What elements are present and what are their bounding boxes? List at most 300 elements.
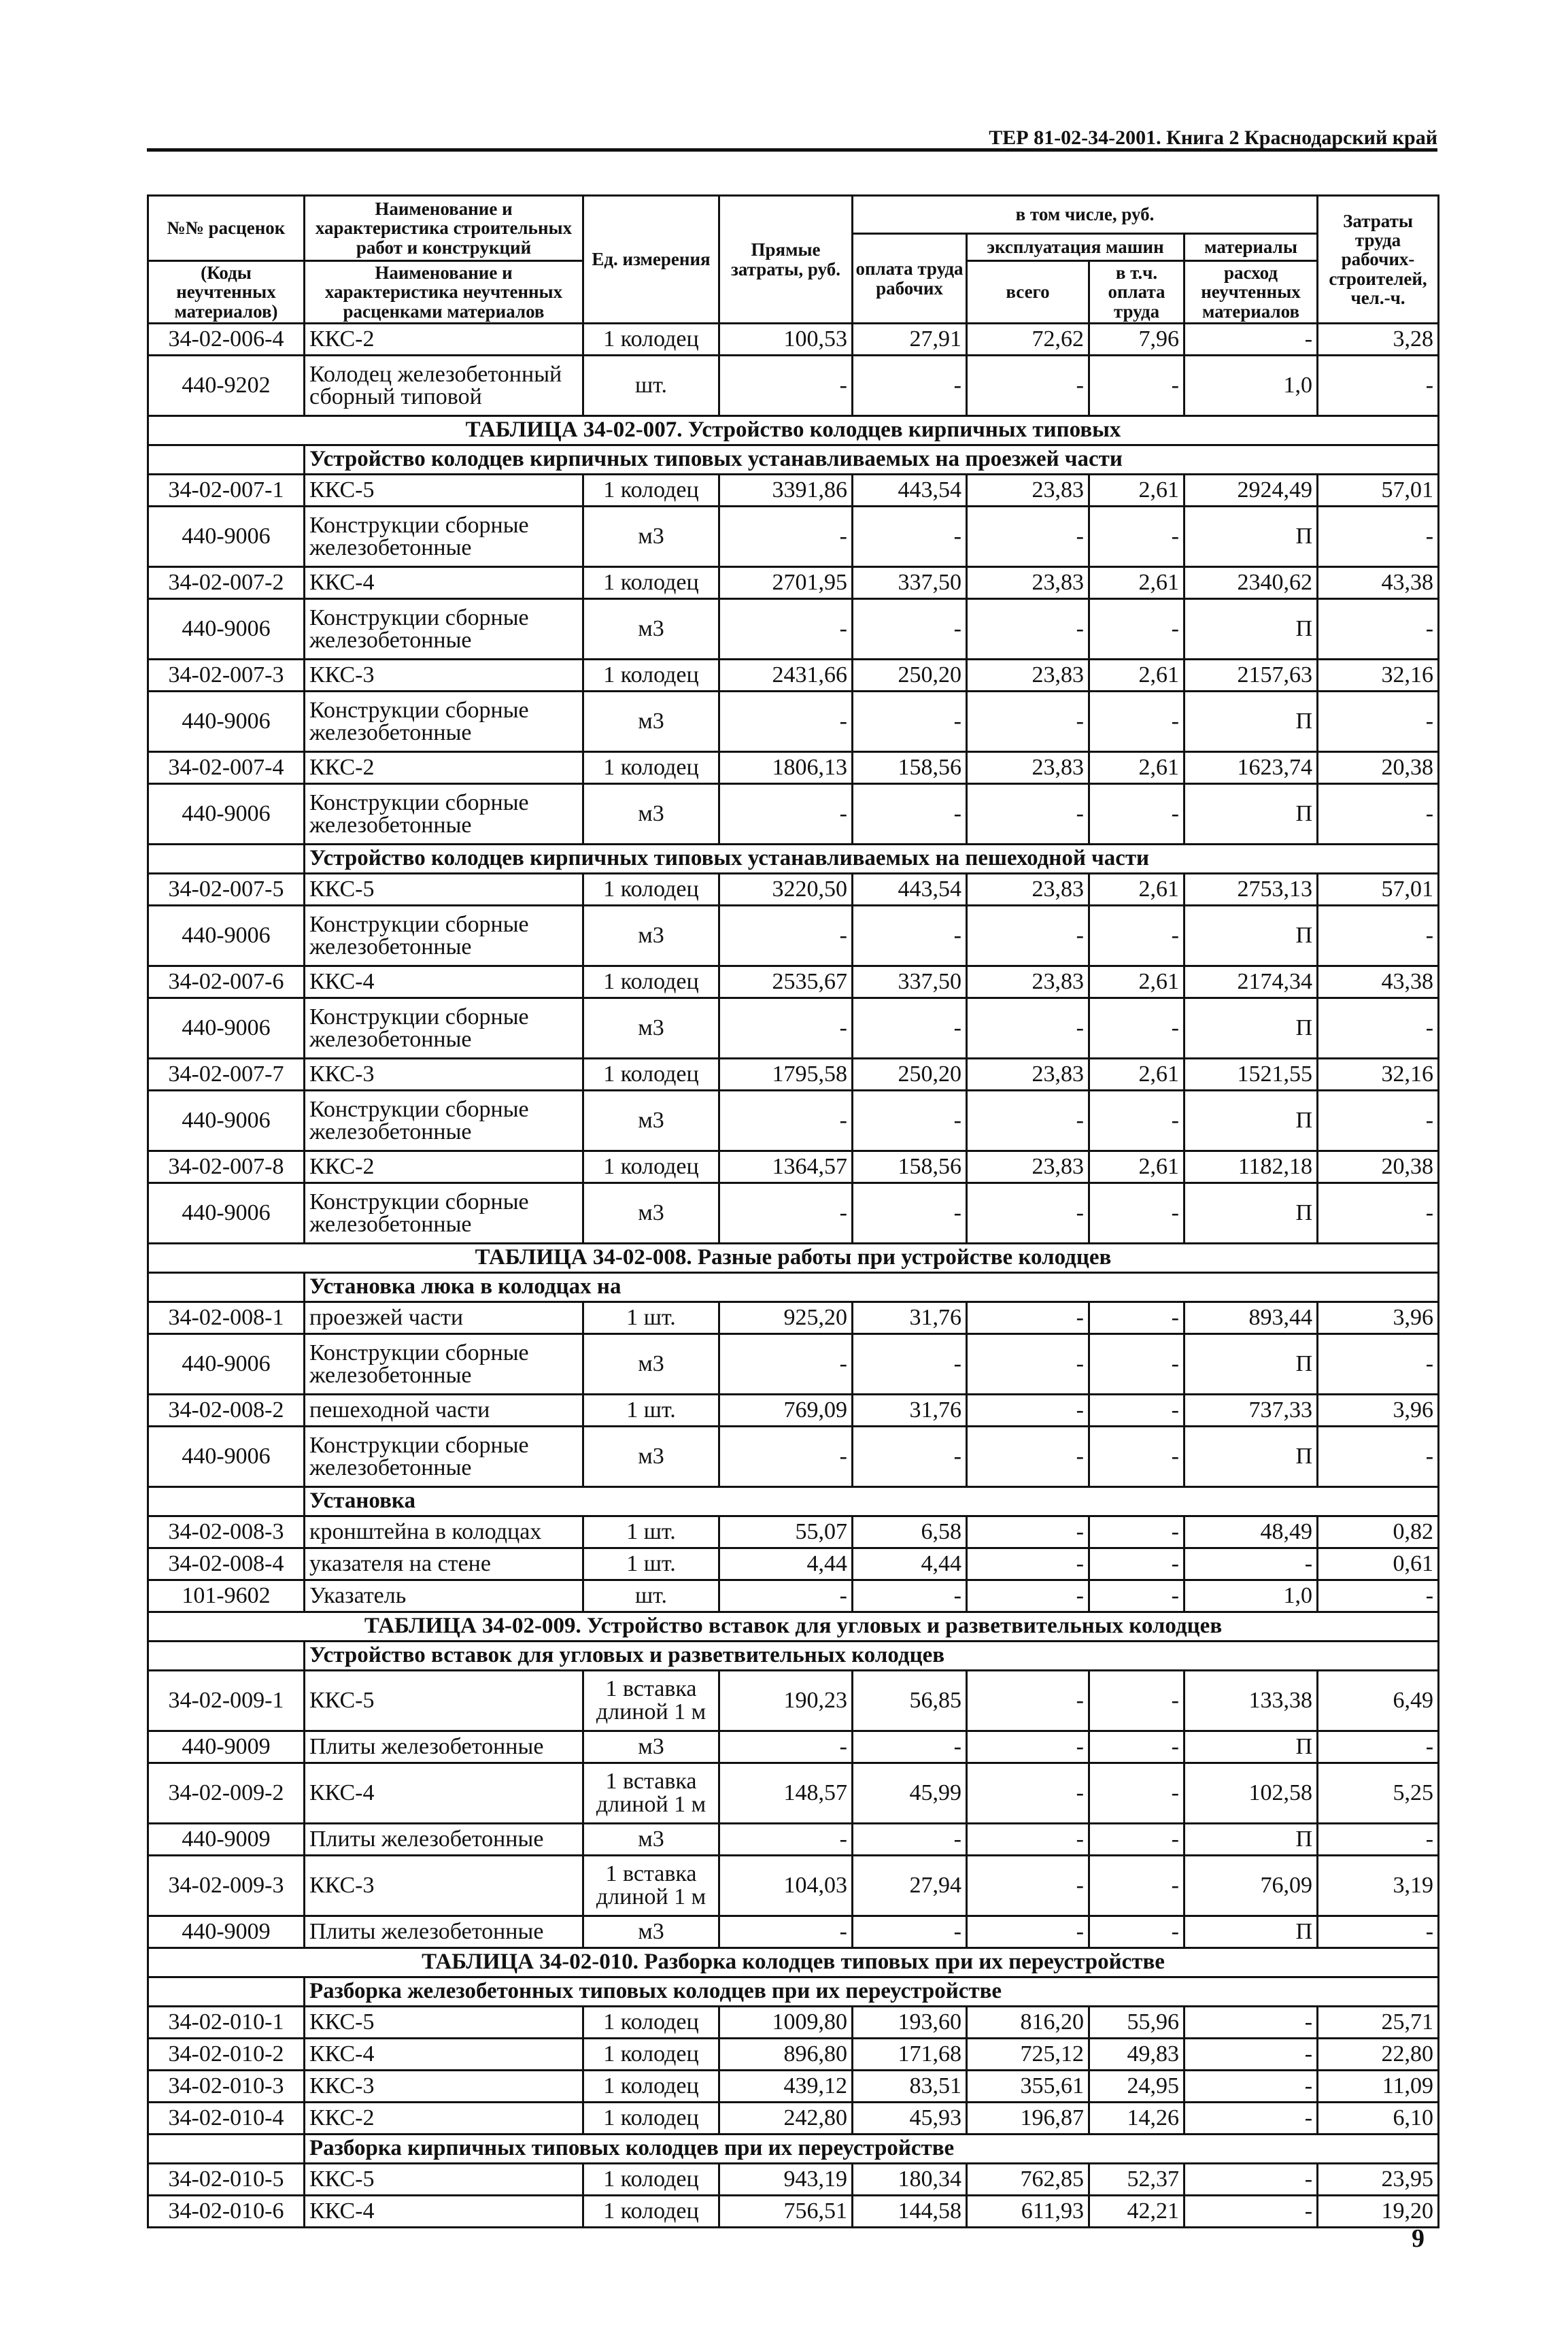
row-direct-cost: 4,44 (719, 1548, 853, 1580)
row-labor-pay: 27,94 (853, 1856, 967, 1916)
row-name: Указатель (305, 1580, 583, 1612)
row-name: ККС-4 (305, 2039, 583, 2071)
row-machine-pay: - (1089, 906, 1184, 966)
subtitle-spacer (148, 1273, 305, 1302)
row-machine-cost: 355,61 (967, 2071, 1089, 2103)
row-name: ККС-4 (305, 2196, 583, 2228)
row-labor-pay: 45,93 (853, 2103, 967, 2135)
row-machine-cost: - (967, 1856, 1089, 1916)
row-machine-cost: 725,12 (967, 2039, 1089, 2071)
row-materials: 133,38 (1184, 1671, 1318, 1731)
row-materials: 1,0 (1184, 1580, 1318, 1612)
table-row (148, 2071, 1439, 2103)
row-machine-pay: 2,61 (1089, 660, 1184, 692)
col-name-header: Наименование и характеристика строительных работ и конструкций (305, 196, 583, 261)
row-unit: 1 шт. (583, 1548, 719, 1580)
row-labor-hours: 3,96 (1318, 1395, 1439, 1427)
col-mat-sub-header: расход неучтенных материалов (1184, 261, 1318, 324)
table-title-row (148, 1244, 1439, 1273)
row-code: 34-02-010-2 (148, 2039, 305, 2071)
row-direct-cost: 148,57 (719, 1763, 853, 1824)
row-labor-pay: - (853, 692, 967, 752)
row-code: 34-02-009-1 (148, 1671, 305, 1731)
row-code: 440-9006 (148, 1183, 305, 1244)
row-unit: 1 шт. (583, 1395, 719, 1427)
row-direct-cost: - (719, 356, 853, 416)
table-row (148, 475, 1439, 507)
row-direct-cost: - (719, 1334, 853, 1395)
row-labor-hours: 25,71 (1318, 2007, 1439, 2039)
row-name: кронштейна в колодцах (305, 1516, 583, 1548)
row-labor-hours: - (1318, 784, 1439, 845)
row-machine-cost: - (967, 1334, 1089, 1395)
row-direct-cost: 242,80 (719, 2103, 853, 2135)
col-code-subheader: (Коды неучтенных материалов) (148, 261, 305, 324)
row-materials: П (1184, 998, 1318, 1059)
row-unit: 1 вставка длиной 1 м (583, 1856, 719, 1916)
row-labor-pay: - (853, 507, 967, 567)
row-materials: - (1184, 1548, 1318, 1580)
subtitle: Установка люка в колодцах на (305, 1273, 1439, 1302)
row-name: Конструкции сборные железобетонные (305, 784, 583, 845)
row-code: 34-02-007-1 (148, 475, 305, 507)
row-labor-pay: 158,56 (853, 752, 967, 784)
row-code: 34-02-009-2 (148, 1763, 305, 1824)
row-labor-hours: - (1318, 906, 1439, 966)
row-materials: П (1184, 692, 1318, 752)
rates-table (147, 194, 1439, 2228)
row-labor-pay: 31,76 (853, 1395, 967, 1427)
row-direct-cost: 943,19 (719, 2164, 853, 2196)
row-code: 34-02-008-1 (148, 1302, 305, 1334)
row-labor-pay: 144,58 (853, 2196, 967, 2228)
row-labor-hours: - (1318, 1334, 1439, 1395)
row-machine-pay: - (1089, 507, 1184, 567)
row-materials: 2157,63 (1184, 660, 1318, 692)
row-code: 440-9006 (148, 507, 305, 567)
page-number: 9 (1412, 2224, 1425, 2253)
row-direct-cost: - (719, 906, 853, 966)
row-name: ККС-4 (305, 1763, 583, 1824)
row-code: 34-02-010-4 (148, 2103, 305, 2135)
row-machine-cost: - (967, 1580, 1089, 1612)
row-name: ККС-5 (305, 874, 583, 906)
row-unit: 1 колодец (583, 2071, 719, 2103)
row-labor-pay: 337,50 (853, 966, 967, 998)
row-materials: П (1184, 1334, 1318, 1395)
table-title-row (148, 416, 1439, 445)
row-unit: м3 (583, 507, 719, 567)
table-row (148, 1516, 1439, 1548)
row-machine-cost: 23,83 (967, 874, 1089, 906)
row-name: ККС-4 (305, 966, 583, 998)
row-direct-cost: - (719, 784, 853, 845)
row-machine-pay: - (1089, 1427, 1184, 1487)
row-unit: м3 (583, 1731, 719, 1763)
row-code: 34-02-009-3 (148, 1856, 305, 1916)
row-code: 34-02-007-4 (148, 752, 305, 784)
row-name: ККС-5 (305, 1671, 583, 1731)
row-unit: 1 колодец (583, 874, 719, 906)
row-code: 440-9009 (148, 1824, 305, 1856)
table-row (148, 356, 1439, 416)
row-machine-pay: - (1089, 1671, 1184, 1731)
row-code: 34-02-007-5 (148, 874, 305, 906)
row-direct-cost: - (719, 1183, 853, 1244)
table-title: ТАБЛИЦА 34-02-009. Устройство вставок для угловых и разветвительных колодцев (148, 1612, 1439, 1642)
row-materials: - (1184, 2196, 1318, 2228)
row-labor-hours: 6,49 (1318, 1671, 1439, 1731)
row-code: 440-9006 (148, 906, 305, 966)
row-machine-pay: - (1089, 1916, 1184, 1948)
row-materials: - (1184, 2007, 1318, 2039)
row-unit: м3 (583, 1091, 719, 1151)
row-labor-pay: 337,50 (853, 567, 967, 599)
col-incl-header: в том числе, руб. (853, 196, 1318, 234)
row-code: 440-9202 (148, 356, 305, 416)
row-machine-cost: 23,83 (967, 752, 1089, 784)
row-direct-cost: 2701,95 (719, 567, 853, 599)
table-row (148, 966, 1439, 998)
row-unit: 1 шт. (583, 1516, 719, 1548)
subtitle: Разборка железобетонных типовых колодцев при их переустройстве (305, 1977, 1439, 2007)
row-labor-pay: 171,68 (853, 2039, 967, 2071)
row-machine-cost: 23,83 (967, 1059, 1089, 1091)
row-labor-hours: - (1318, 998, 1439, 1059)
row-code: 101-9602 (148, 1580, 305, 1612)
row-machine-pay: - (1089, 1302, 1184, 1334)
row-name: Конструкции сборные железобетонные (305, 1427, 583, 1487)
row-machine-cost: 816,20 (967, 2007, 1089, 2039)
row-labor-pay: - (853, 1183, 967, 1244)
row-machine-cost: - (967, 1548, 1089, 1580)
row-machine-cost: - (967, 1516, 1089, 1548)
table-title: ТАБЛИЦА 34-02-010. Разборка колодцев типовых при их переустройстве (148, 1948, 1439, 1977)
row-machine-cost: 23,83 (967, 475, 1089, 507)
col-mat-header: материалы (1184, 234, 1318, 261)
row-code: 34-02-007-8 (148, 1151, 305, 1183)
row-machine-cost: - (967, 1916, 1089, 1948)
row-code: 34-02-007-3 (148, 660, 305, 692)
row-direct-cost: 104,03 (719, 1856, 853, 1916)
row-labor-hours: 3,19 (1318, 1856, 1439, 1916)
row-labor-hours: - (1318, 1824, 1439, 1856)
subtitle: Устройство колодцев кирпичных типовых устанавливаемых на проезжей части (305, 445, 1439, 475)
row-machine-pay: - (1089, 1516, 1184, 1548)
row-machine-pay: 7,96 (1089, 324, 1184, 356)
row-machine-cost: 611,93 (967, 2196, 1089, 2228)
row-code: 34-02-010-6 (148, 2196, 305, 2228)
row-name: Конструкции сборные железобетонные (305, 599, 583, 660)
subtitle-row (148, 2135, 1439, 2164)
row-direct-cost: 1364,57 (719, 1151, 853, 1183)
row-materials: - (1184, 2039, 1318, 2071)
table-row (148, 1151, 1439, 1183)
row-labor-hours: - (1318, 1916, 1439, 1948)
row-machine-cost: - (967, 1302, 1089, 1334)
row-name: проезжей части (305, 1302, 583, 1334)
row-labor-pay: - (853, 1916, 967, 1948)
row-code: 34-02-010-3 (148, 2071, 305, 2103)
row-unit: 1 колодец (583, 2103, 719, 2135)
row-labor-pay: - (853, 1580, 967, 1612)
row-direct-cost: 896,80 (719, 2039, 853, 2071)
row-direct-cost: 1009,80 (719, 2007, 853, 2039)
row-unit: 1 колодец (583, 2164, 719, 2196)
row-name: Конструкции сборные железобетонные (305, 906, 583, 966)
row-unit: 1 колодец (583, 2007, 719, 2039)
row-machine-pay: 2,61 (1089, 874, 1184, 906)
row-code: 34-02-008-2 (148, 1395, 305, 1427)
table-row (148, 1824, 1439, 1856)
page-header-title: ТЕР 81-02-34-2001. Книга 2 Краснодарский край (989, 126, 1437, 149)
row-name: ККС-3 (305, 1059, 583, 1091)
subtitle: Устройство вставок для угловых и разветвительных колодцев (305, 1642, 1439, 1671)
row-unit: 1 колодец (583, 1059, 719, 1091)
row-labor-pay: 193,60 (853, 2007, 967, 2039)
row-name: указателя на стене (305, 1548, 583, 1580)
table-row (148, 784, 1439, 845)
row-machine-pay: - (1089, 1731, 1184, 1763)
col-mach-all-header: всего (967, 261, 1089, 324)
row-materials: 893,44 (1184, 1302, 1318, 1334)
col-name-subheader: Наименование и характеристика неучтенных расценками материалов (305, 261, 583, 324)
table-row (148, 874, 1439, 906)
table-row (148, 1580, 1439, 1612)
row-labor-pay: 56,85 (853, 1671, 967, 1731)
row-labor-hours: 57,01 (1318, 874, 1439, 906)
row-materials: 2924,49 (1184, 475, 1318, 507)
row-name: ККС-4 (305, 567, 583, 599)
subtitle-spacer (148, 445, 305, 475)
row-name: Конструкции сборные железобетонные (305, 998, 583, 1059)
row-direct-cost: - (719, 998, 853, 1059)
row-direct-cost: - (719, 1427, 853, 1487)
row-direct-cost: - (719, 507, 853, 567)
col-unit-header: Ед. измерения (583, 196, 719, 324)
row-materials: - (1184, 2164, 1318, 2196)
subtitle: Установка (305, 1487, 1439, 1516)
row-unit: 1 шт. (583, 1302, 719, 1334)
row-direct-cost: - (719, 1580, 853, 1612)
table-body (148, 324, 1439, 2228)
table-row (148, 1059, 1439, 1091)
table-row (148, 998, 1439, 1059)
row-labor-pay: 443,54 (853, 475, 967, 507)
row-name: Плиты железобетонные (305, 1916, 583, 1948)
row-labor-hours: 3,28 (1318, 324, 1439, 356)
row-machine-cost: - (967, 1183, 1089, 1244)
row-name: Конструкции сборные железобетонные (305, 1334, 583, 1395)
row-unit: м3 (583, 1916, 719, 1948)
row-materials: 1,0 (1184, 356, 1318, 416)
row-materials: - (1184, 324, 1318, 356)
table-row (148, 2103, 1439, 2135)
table-row (148, 599, 1439, 660)
col-labor-header: Затраты труда рабочих-строителей, чел.-ч. (1318, 196, 1439, 324)
subtitle-spacer (148, 845, 305, 874)
row-code: 440-9006 (148, 784, 305, 845)
row-labor-hours: 11,09 (1318, 2071, 1439, 2103)
row-machine-pay: 14,26 (1089, 2103, 1184, 2135)
row-machine-pay: 24,95 (1089, 2071, 1184, 2103)
row-direct-cost: 439,12 (719, 2071, 853, 2103)
row-name: ККС-3 (305, 2071, 583, 2103)
table-row (148, 507, 1439, 567)
row-direct-cost: - (719, 599, 853, 660)
row-labor-hours: - (1318, 1731, 1439, 1763)
table-row (148, 752, 1439, 784)
row-direct-cost: - (719, 1091, 853, 1151)
row-machine-cost: - (967, 1395, 1089, 1427)
row-machine-pay: - (1089, 356, 1184, 416)
row-machine-pay: - (1089, 1580, 1184, 1612)
row-labor-pay: 250,20 (853, 1059, 967, 1091)
row-name: ККС-2 (305, 324, 583, 356)
row-machine-pay: - (1089, 1091, 1184, 1151)
row-unit: 1 колодец (583, 324, 719, 356)
col-code-header: №№ расценок (148, 196, 305, 261)
row-machine-pay: - (1089, 1856, 1184, 1916)
row-materials: П (1184, 1916, 1318, 1948)
row-machine-pay: - (1089, 1183, 1184, 1244)
row-code: 440-9006 (148, 1091, 305, 1151)
row-unit: 1 вставка длиной 1 м (583, 1671, 719, 1731)
row-name: ККС-5 (305, 475, 583, 507)
row-direct-cost: - (719, 1824, 853, 1856)
row-materials: 737,33 (1184, 1395, 1318, 1427)
row-machine-pay: 2,61 (1089, 475, 1184, 507)
row-labor-hours: 19,20 (1318, 2196, 1439, 2228)
row-name: ККС-3 (305, 660, 583, 692)
table-row (148, 1856, 1439, 1916)
row-materials: 76,09 (1184, 1856, 1318, 1916)
row-machine-pay: 2,61 (1089, 1059, 1184, 1091)
row-unit: м3 (583, 906, 719, 966)
row-materials: П (1184, 599, 1318, 660)
row-labor-hours: - (1318, 1427, 1439, 1487)
subtitle-row (148, 1487, 1439, 1516)
row-direct-cost: 2431,66 (719, 660, 853, 692)
row-labor-pay: - (853, 1091, 967, 1151)
row-machine-cost: - (967, 692, 1089, 752)
table-row (148, 1671, 1439, 1731)
row-labor-pay: 443,54 (853, 874, 967, 906)
row-code: 440-9006 (148, 599, 305, 660)
col-direct-header: Прямые затраты, руб. (719, 196, 853, 324)
row-name: Конструкции сборные железобетонные (305, 692, 583, 752)
row-unit: м3 (583, 1334, 719, 1395)
row-labor-pay: 31,76 (853, 1302, 967, 1334)
row-name: Конструкции сборные железобетонные (305, 1091, 583, 1151)
row-materials: П (1184, 1731, 1318, 1763)
table-row (148, 660, 1439, 692)
row-machine-cost: - (967, 1427, 1089, 1487)
row-name: Конструкции сборные железобетонные (305, 1183, 583, 1244)
table-row (148, 1183, 1439, 1244)
row-materials: 1521,55 (1184, 1059, 1318, 1091)
row-machine-cost: - (967, 599, 1089, 660)
row-name: ККС-2 (305, 2103, 583, 2135)
subtitle-spacer (148, 1642, 305, 1671)
row-machine-cost: 23,83 (967, 660, 1089, 692)
row-labor-pay: 27,91 (853, 324, 967, 356)
row-labor-hours: - (1318, 1091, 1439, 1151)
row-machine-cost: - (967, 1731, 1089, 1763)
row-materials: П (1184, 1183, 1318, 1244)
row-unit: 1 колодец (583, 567, 719, 599)
row-labor-hours: 22,80 (1318, 2039, 1439, 2071)
row-machine-cost: 196,87 (967, 2103, 1089, 2135)
row-direct-cost: 769,09 (719, 1395, 853, 1427)
subtitle-spacer (148, 2135, 305, 2164)
row-labor-hours: - (1318, 692, 1439, 752)
table-row (148, 2039, 1439, 2071)
row-unit: 1 колодец (583, 2039, 719, 2071)
row-labor-hours: - (1318, 1580, 1439, 1612)
row-unit: м3 (583, 1824, 719, 1856)
row-direct-cost: 3220,50 (719, 874, 853, 906)
row-machine-cost: - (967, 507, 1089, 567)
row-labor-pay: - (853, 1427, 967, 1487)
row-labor-hours: 0,82 (1318, 1516, 1439, 1548)
row-code: 440-9009 (148, 1916, 305, 1948)
table-row (148, 1763, 1439, 1824)
row-code: 34-02-006-4 (148, 324, 305, 356)
row-name: ККС-5 (305, 2007, 583, 2039)
subtitle-spacer (148, 1487, 305, 1516)
row-direct-cost: 2535,67 (719, 966, 853, 998)
row-materials: 2753,13 (1184, 874, 1318, 906)
row-labor-pay: - (853, 599, 967, 660)
row-machine-cost: - (967, 784, 1089, 845)
row-code: 440-9009 (148, 1731, 305, 1763)
row-labor-hours: - (1318, 356, 1439, 416)
row-machine-pay: 2,61 (1089, 567, 1184, 599)
subtitle-row (148, 1273, 1439, 1302)
row-materials: 48,49 (1184, 1516, 1318, 1548)
row-unit: м3 (583, 599, 719, 660)
row-unit: м3 (583, 784, 719, 845)
row-materials: - (1184, 2103, 1318, 2135)
row-machine-pay: - (1089, 1548, 1184, 1580)
row-materials: 1182,18 (1184, 1151, 1318, 1183)
row-unit: 1 колодец (583, 966, 719, 998)
table-row (148, 2007, 1439, 2039)
table-row (148, 2196, 1439, 2228)
row-labor-hours: - (1318, 1183, 1439, 1244)
row-unit: 1 колодец (583, 1151, 719, 1183)
subtitle: Разборка кирпичных типовых колодцев при их переустройстве (305, 2135, 1439, 2164)
row-name: Плиты железобетонные (305, 1824, 583, 1856)
row-unit: шт. (583, 356, 719, 416)
row-machine-pay: 49,83 (1089, 2039, 1184, 2071)
row-code: 34-02-008-3 (148, 1516, 305, 1548)
row-code: 34-02-007-7 (148, 1059, 305, 1091)
row-unit: 1 колодец (583, 475, 719, 507)
row-labor-hours: 0,61 (1318, 1548, 1439, 1580)
row-machine-pay: - (1089, 784, 1184, 845)
subtitle-row (148, 1977, 1439, 2007)
table-row (148, 1427, 1439, 1487)
row-code: 440-9006 (148, 692, 305, 752)
row-labor-hours: 20,38 (1318, 1151, 1439, 1183)
subtitle-spacer (148, 1977, 305, 2007)
table-title: ТАБЛИЦА 34-02-007. Устройство колодцев кирпичных типовых (148, 416, 1439, 445)
row-direct-cost: - (719, 1731, 853, 1763)
row-code: 440-9006 (148, 998, 305, 1059)
row-labor-hours: 57,01 (1318, 475, 1439, 507)
